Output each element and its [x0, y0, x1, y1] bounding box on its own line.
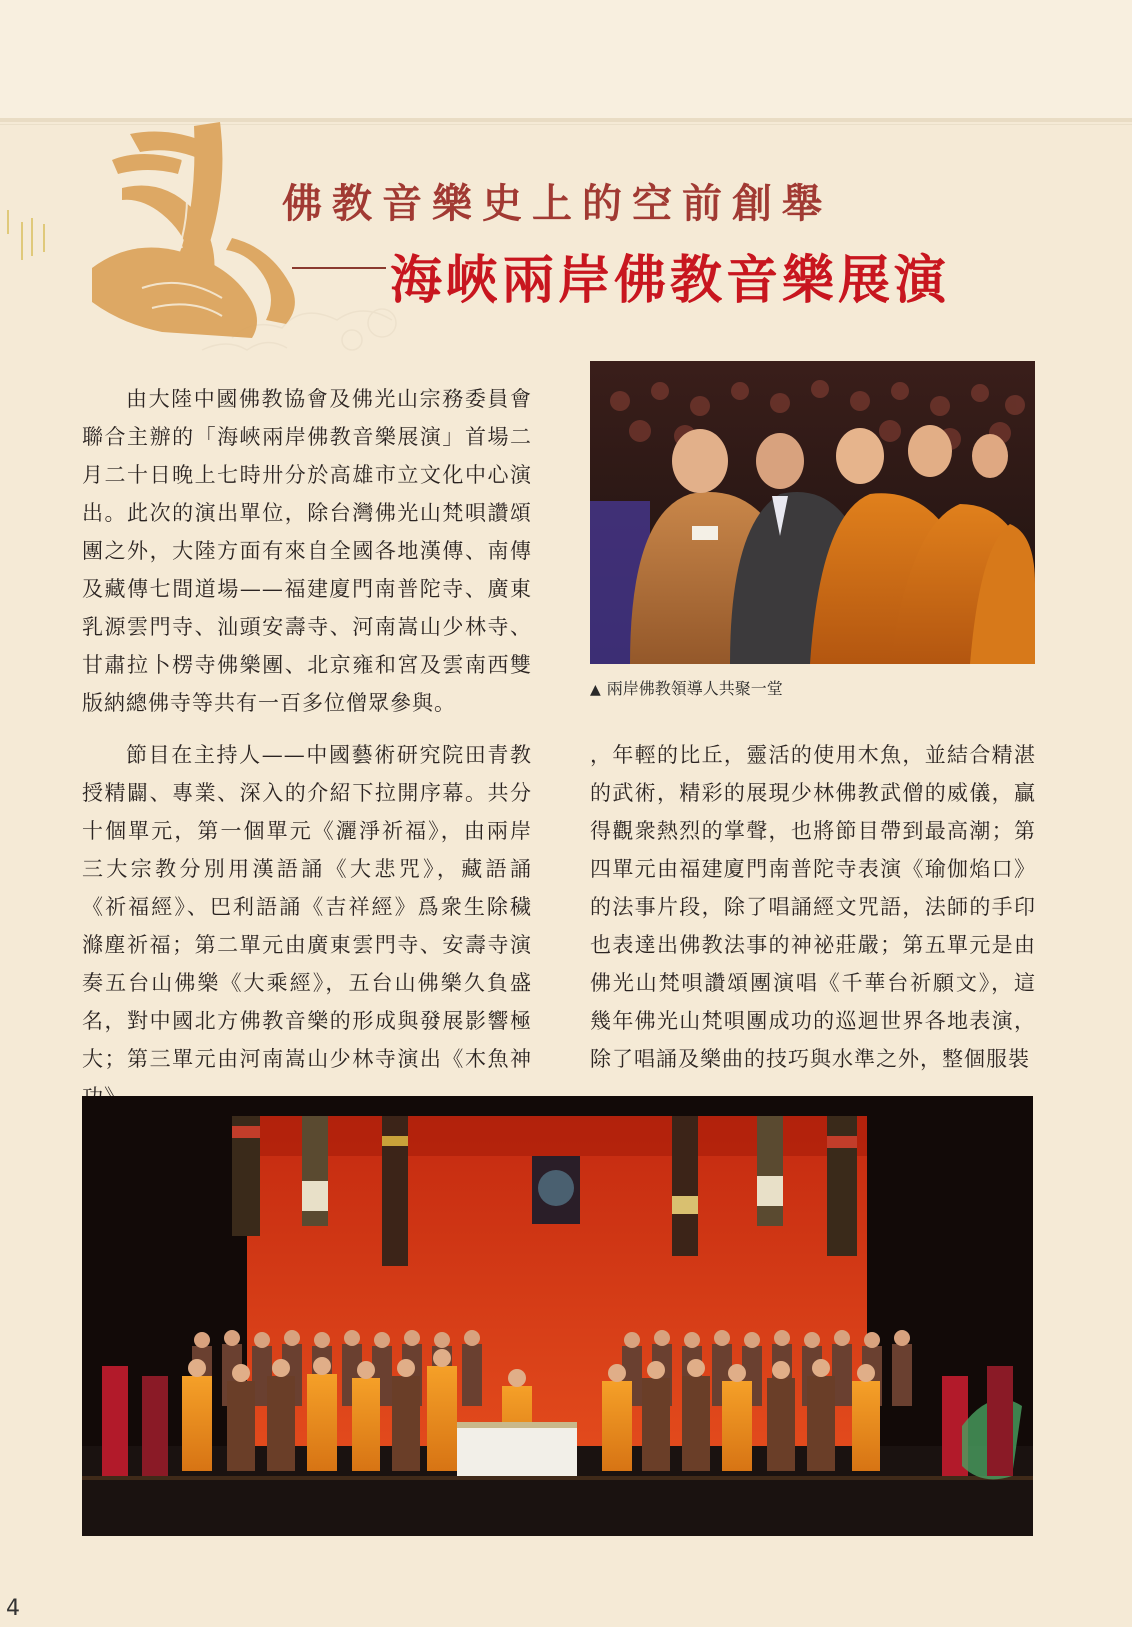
photo-caption-text: 兩岸佛教領導人共聚一堂: [606, 679, 783, 698]
decorative-marks: [0, 200, 60, 290]
page-top-band: [0, 0, 1132, 118]
caption-triangle-icon: ▲: [590, 682, 601, 698]
page-number: 4: [6, 1596, 20, 1621]
article-paragraph-1: 由大陸中國佛教協會及佛光山宗務委員會聯合主辦的「海峽兩岸佛教音樂展演」首場二月二十日晚上七時卅分於高雄市立文化中心演出。此次的演出單位，除台灣佛光山梵唄讚頌團之外，大陸方面有來自全國各地漢傳、南傳及藏傳七間道場——福建廈門南普陀寺、廣東乳源雲門寺、汕頭安壽寺、河南嵩山少林寺、甘肅拉卜楞寺佛樂團、北京雍和宮及雲南西雙版納總佛寺等共有一百多位僧眾參與。: [82, 387, 532, 715]
title-dash: [292, 267, 386, 269]
page-title: 海峽兩岸佛教音樂展演: [390, 250, 951, 311]
photo-caption: [590, 676, 783, 699]
flying-apsara-decoration: [82, 118, 412, 358]
title-subheading: 佛教音樂史上的空前創舉: [282, 180, 832, 227]
article-paragraph-3: ，年輕的比丘，靈活的使用木魚，並結合精湛的武術，精彩的展現少林佛教武僧的威儀，贏得觀衆熱烈的掌聲，也將節目帶到最高潮；第四單元由福建廈門南普陀寺表演《瑜伽焰口》的法事片段，除了唱誦經文咒語，法師的手印也表達出佛教法事的神祕莊嚴；第五單元是由佛光山梵唄讚頌團演唱《千華台祈願文》，這幾年佛光山梵唄團成功的巡迴世界各地表演，除了唱誦及樂曲的技巧與水準之外，整個服裝: [590, 743, 1036, 1071]
article-paragraph-2: 節目在主持人——中國藝術研究院田青教授精闢、專業、深入的介紹下拉開序幕。共分十個單元，第一個單元《灑淨祈福》，由兩岸三大宗教分別用漢語誦《大悲咒》，藏語誦《祈福經》、巴利語誦《吉祥經》爲衆生除穢滌塵祈福；第二單元由廣東雲門寺、安壽寺演奏五台山佛樂《大乘經》，五台山佛樂久負盛名，對中國北方佛教音樂的形成與發展影響極大；第三單元由河南嵩山少林寺演出《木魚神: [82, 743, 532, 1071]
leaders-audience-photo: [590, 361, 1035, 664]
stage-performance-photo: [82, 1096, 1033, 1536]
